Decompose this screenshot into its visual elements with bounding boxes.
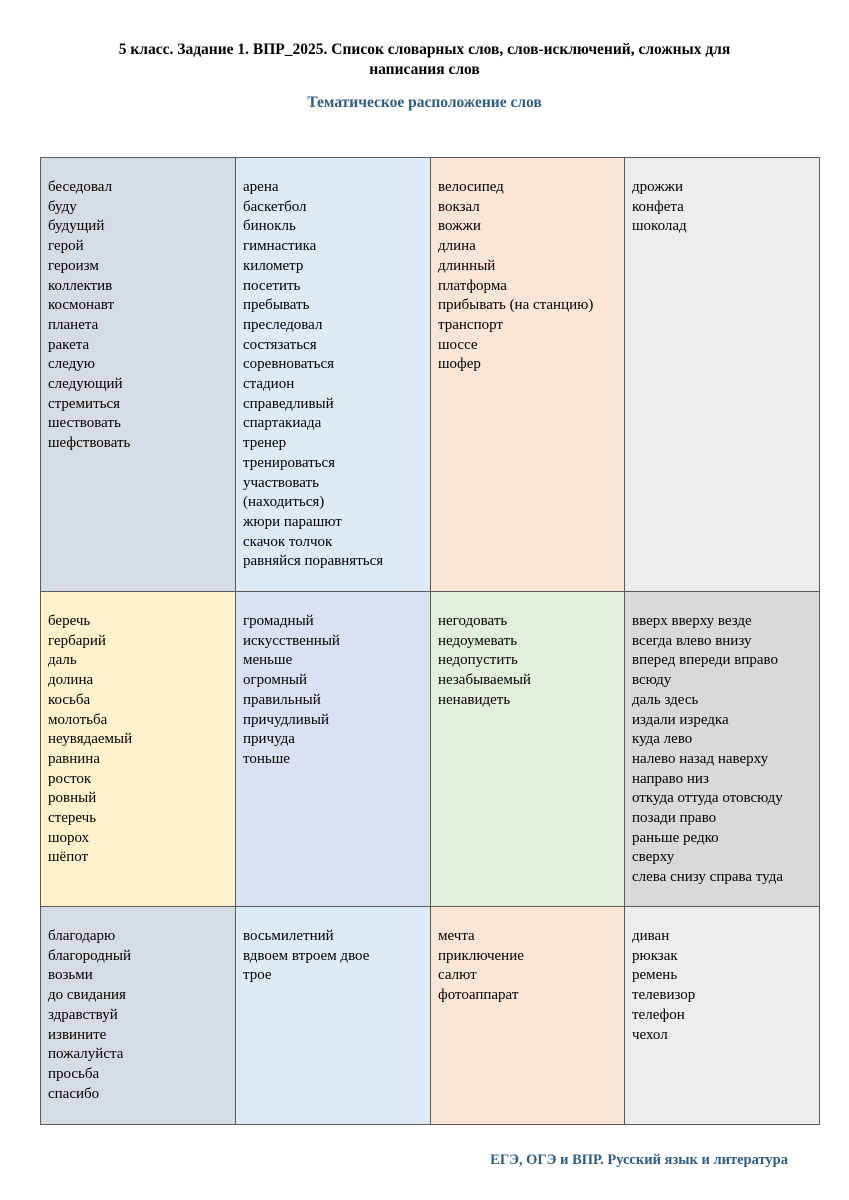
word-item: следующий — [48, 376, 123, 393]
word-item: шёпот — [48, 849, 89, 866]
word-item: герой — [48, 238, 84, 255]
word-cell — [625, 592, 820, 907]
word-item: огромный — [243, 672, 307, 689]
word-item: недоумевать — [438, 632, 518, 649]
word-item: вожжи — [438, 218, 481, 235]
word-item: просьба — [48, 1065, 100, 1082]
word-item: спасибо — [48, 1085, 100, 1102]
word-item: вдвоем втроем двое — [243, 947, 370, 964]
table-row — [41, 158, 820, 592]
word-item: телевизор — [632, 987, 696, 1004]
word-cell — [236, 592, 431, 907]
word-item: неувядаемый — [48, 731, 133, 748]
word-cell — [41, 158, 236, 592]
word-item: долина — [48, 672, 94, 689]
word-item: конфета — [632, 198, 684, 215]
word-item: трое — [243, 967, 272, 984]
word-item: слева снизу справа туда — [632, 869, 784, 886]
word-cell — [236, 158, 431, 592]
word-item: стадион — [243, 376, 295, 393]
word-item: тренер — [243, 435, 287, 452]
word-item: спартакиада — [243, 415, 322, 432]
word-item: тоньше — [243, 750, 290, 767]
word-item: бинокль — [243, 218, 296, 235]
word-item: фотоаппарат — [438, 987, 519, 1004]
word-cell — [431, 907, 625, 1125]
word-item: налево назад наверху — [632, 750, 769, 767]
word-item: дрожжи — [632, 179, 684, 195]
table-row — [41, 907, 820, 1125]
word-item: километр — [243, 257, 304, 274]
word-item: гербарий — [48, 632, 106, 649]
word-item: причуда — [243, 731, 295, 748]
word-cell — [236, 907, 431, 1125]
word-item: буду — [48, 198, 77, 215]
word-item: жюри парашют — [243, 513, 342, 530]
word-item: посетить — [243, 277, 301, 294]
word-item: даль — [48, 652, 77, 669]
word-item: благодарю — [48, 928, 116, 944]
word-item: ровный — [48, 790, 97, 807]
word-item: меньше — [243, 652, 293, 669]
word-item: незабываемый — [438, 672, 531, 689]
word-item: молотьба — [48, 711, 108, 728]
word-cell — [625, 907, 820, 1125]
word-item: позади право — [632, 810, 717, 827]
word-item: платформа — [438, 277, 507, 294]
word-cell — [625, 158, 820, 592]
word-item: планета — [48, 316, 99, 333]
word-item: шорох — [48, 829, 90, 846]
word-item: коллектив — [48, 277, 113, 294]
word-item: гимнастика — [243, 238, 317, 255]
word-item: шоколад — [632, 218, 687, 235]
word-item: раньше редко — [632, 829, 719, 846]
word-item: здравствуй — [48, 1006, 118, 1023]
word-item: издали изредка — [632, 711, 729, 728]
word-item: арена — [243, 179, 279, 195]
word-item: куда лево — [632, 731, 693, 748]
word-item: телефон — [632, 1006, 685, 1023]
word-item: пребывать — [243, 297, 310, 314]
word-table — [40, 157, 820, 1125]
word-item: причудливый — [243, 711, 329, 728]
word-item: громадный — [243, 613, 314, 629]
word-item: ненавидеть — [438, 691, 511, 708]
word-item: космонавт — [48, 297, 114, 314]
word-cell — [431, 592, 625, 907]
word-item: транспорт — [438, 316, 503, 333]
word-item: салют — [438, 967, 477, 984]
word-item: извините — [48, 1026, 107, 1043]
word-item: направо низ — [632, 770, 709, 787]
word-item: будущий — [48, 218, 105, 235]
word-item: шествовать — [48, 415, 121, 432]
word-item: вперед впереди вправо — [632, 652, 778, 669]
word-item: мечта — [438, 928, 475, 944]
word-cell — [41, 907, 236, 1125]
word-item: шефствовать — [48, 435, 131, 452]
word-item: диван — [632, 928, 670, 944]
word-item: беречь — [48, 613, 91, 629]
word-item: приключение — [438, 947, 524, 964]
word-item: вверх вверху везде — [632, 613, 752, 629]
word-item: стремиться — [48, 395, 121, 412]
word-item: скачок толчок — [243, 533, 333, 550]
word-item: длина — [438, 238, 476, 255]
word-item: недопустить — [438, 652, 518, 669]
word-item: косьба — [48, 691, 91, 708]
word-item: преследовал — [243, 316, 323, 333]
word-item: длинный — [438, 257, 496, 274]
word-item: восьмилетний — [243, 928, 334, 944]
word-cell — [431, 158, 625, 592]
word-item: негодовать — [438, 613, 508, 629]
table-row — [41, 592, 820, 907]
word-item: всегда влево внизу — [632, 632, 752, 649]
title-line-2: написания слов — [369, 61, 480, 78]
word-item: стеречь — [48, 810, 97, 827]
title-line-1: 5 класс. Задание 1. ВПР_2025. Список словарных слов, слов-исключений, сложных для — [118, 41, 731, 58]
word-item: ремень — [632, 967, 678, 984]
word-item: тренироваться — [243, 454, 336, 471]
word-item: откуда оттуда отовсюду — [632, 790, 783, 807]
word-item: равняйся поравняться — [243, 553, 384, 570]
word-item: возьми — [48, 967, 93, 984]
page-title — [60, 40, 789, 80]
word-item: героизм — [48, 257, 99, 274]
word-item: сверху — [632, 849, 675, 866]
word-item: шофер — [438, 356, 481, 373]
word-item: шоссе — [438, 336, 478, 353]
word-item: прибывать (на станцию) — [438, 297, 594, 314]
word-item: баскетбол — [243, 198, 307, 215]
word-item: благородный — [48, 947, 132, 964]
word-item: состязаться — [243, 336, 317, 353]
word-item: велосипед — [438, 179, 504, 195]
word-item: искусственный — [243, 632, 340, 649]
word-item: беседовал — [48, 179, 113, 195]
word-item: пожалуйста — [48, 1046, 124, 1063]
word-item: (находиться) — [243, 494, 325, 511]
word-item: росток — [48, 770, 92, 787]
word-item: до свидания — [48, 987, 126, 1004]
word-item: участвовать — [243, 474, 319, 491]
footer-credit: ЕГЭ, ОГЭ и ВПР. Русский язык и литература — [490, 1152, 788, 1168]
page-subtitle: Тематическое расположение слов — [307, 94, 542, 111]
word-item: равнина — [48, 750, 100, 767]
word-item: следую — [48, 356, 95, 373]
word-item: ракета — [48, 336, 90, 353]
word-item: всюду — [632, 672, 672, 689]
word-item: даль здесь — [632, 691, 699, 708]
word-item: соревноваться — [243, 356, 335, 373]
word-item: правильный — [243, 691, 321, 708]
word-cell — [41, 592, 236, 907]
word-item: вокзал — [438, 198, 480, 215]
word-item: рюкзак — [632, 947, 678, 964]
word-item: справедливый — [243, 395, 334, 412]
word-item: чехол — [632, 1026, 668, 1043]
